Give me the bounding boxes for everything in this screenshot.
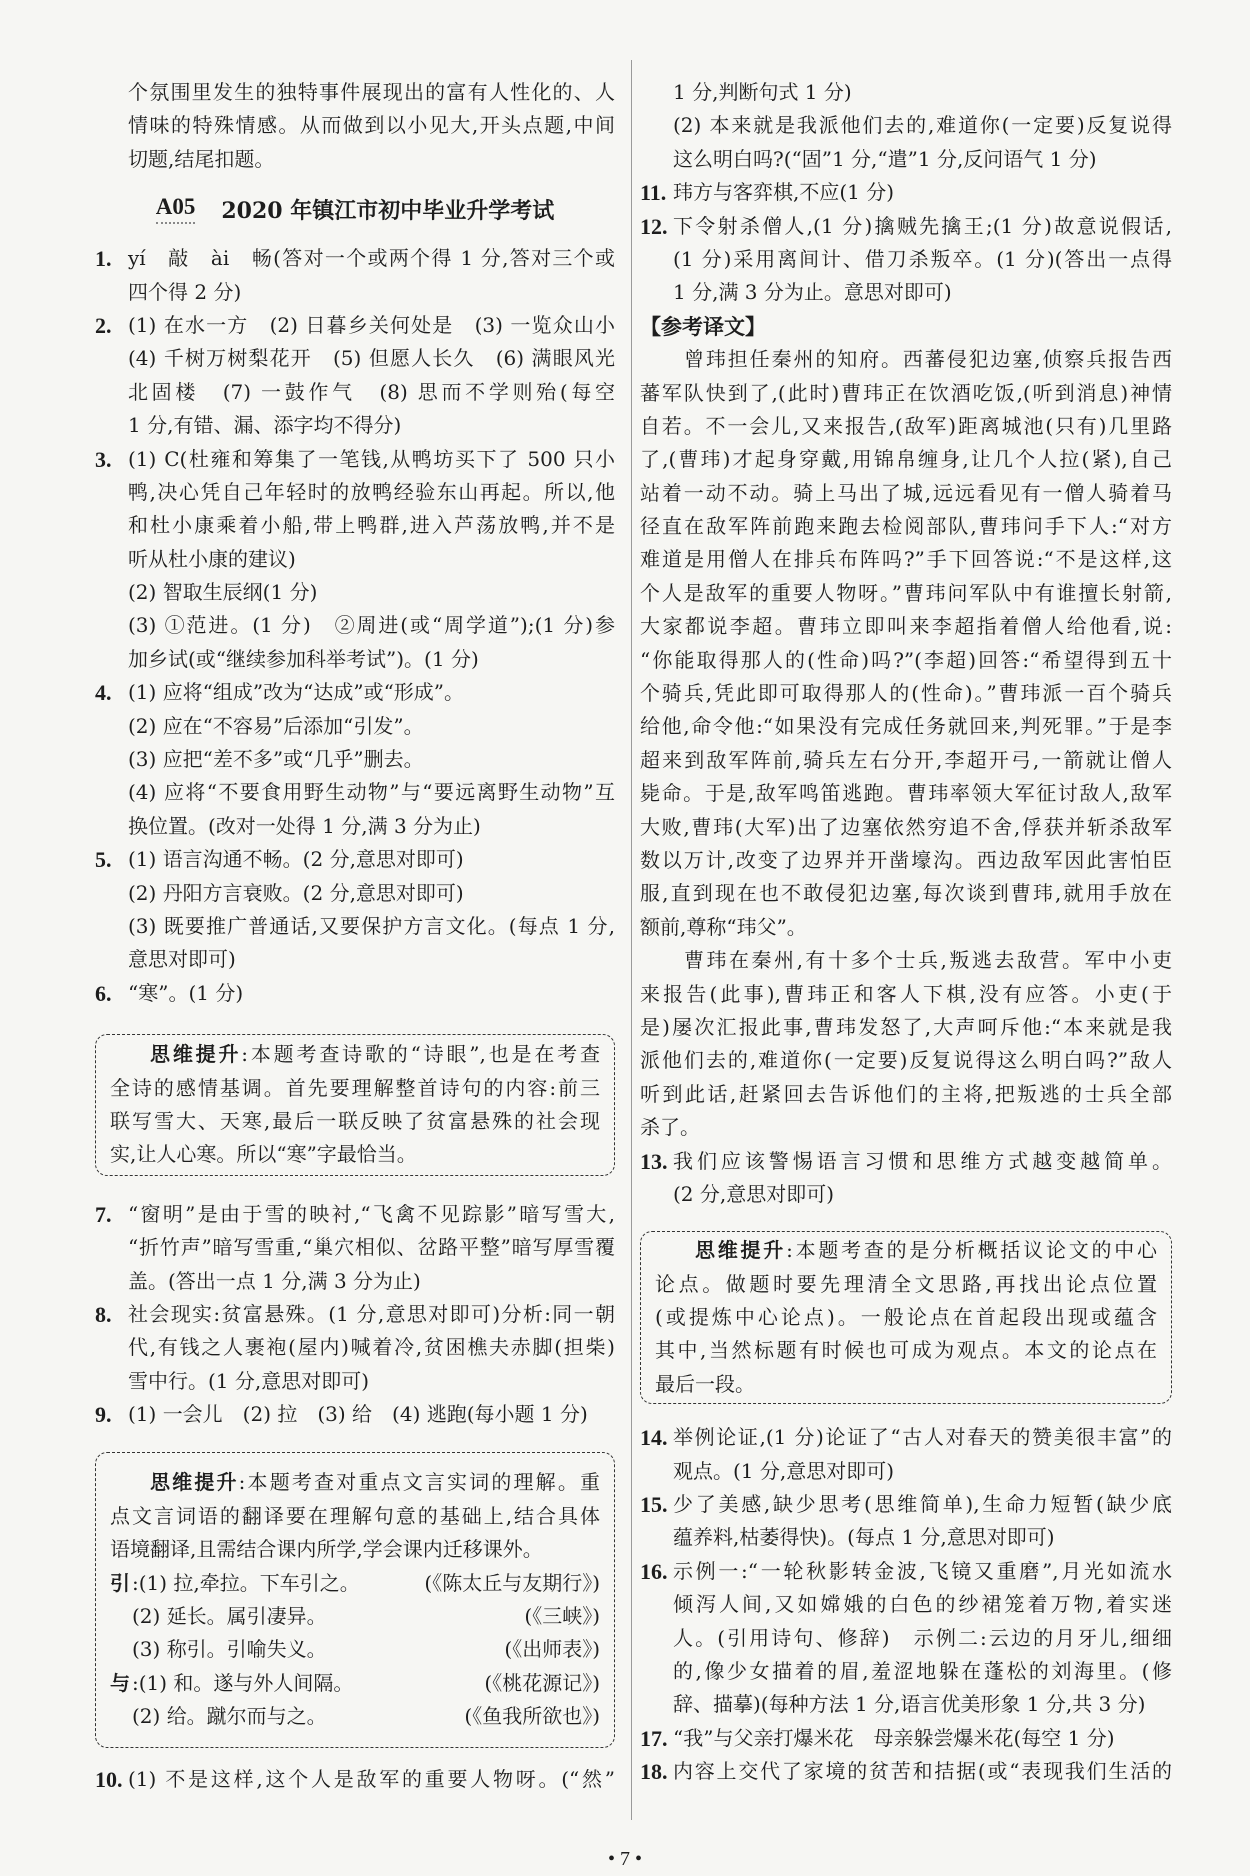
answer-item [640,1421,1172,1488]
item-number: 9. [95,1402,112,1428]
text-line: (1) 应将“组成”改为“达成”或“形成”。 [128,680,465,705]
text-line: 举例论证,(1 分)论证了“古人对春天的赞美很丰富”的 [673,1425,1172,1450]
item-number: 5. [95,847,112,873]
text-line: (1) C(杜雍和筹集了一笔钱,从鸭坊买下了 500 只小 [128,446,615,471]
text-line: 人。(引用诗句、修辞) 示例二:云边的月牙儿,细细 [673,1625,1172,1650]
gloss-left [110,1633,327,1666]
translation-paragraph [640,944,1172,1144]
text-line: 观点。(1 分,意思对即可) [673,1458,895,1483]
text-line: 盖。(答出一点 1 分,满 3 分为止) [128,1268,421,1293]
gloss-entry [110,1667,600,1700]
box-text: 语境翻译,且需结合课内所学,学会课内迁移课外。 [110,1537,543,1562]
text-line: 曾玮担任秦州的知府。西蕃侵犯边塞,侦察兵报告西 [684,347,1172,372]
item-number: 11. [640,180,667,206]
item-number: 8. [95,1301,112,1327]
translation-paragraph [640,343,1172,944]
box-text: (或提炼中心论点)。一般论点在首起段出现或蕴含 [655,1305,1157,1330]
box-text: 联写雪大、天寒,最后一联反映了贫富悬殊的社会现 [110,1108,600,1133]
box-lead: 思维提升 [150,1470,239,1495]
page-number: • 7 • [607,1848,642,1870]
answer-item [95,977,615,1010]
box-lead: 思维提升 [695,1238,787,1263]
gloss-source: (《三峡》) [524,1604,600,1629]
box-line [110,1138,600,1171]
text-line: 辞、描摹)(每种方法 1 分,语言优美形象 1 分,共 3 分) [673,1692,1146,1717]
answer-item [640,1145,1172,1212]
text-line: 了,(曹玮)才起身穿戴,用锦帛缠身,让几个人拉(紧),自己 [640,447,1172,472]
text-line: “你能取得那人的(性命)吗?”(李超)回答:“希望得到五十 [640,647,1172,672]
text-line: 示例一:“一轮秋影转金波,飞镜又重磨”,月光如流水 [673,1558,1172,1583]
gloss-entry [110,1633,600,1666]
text-line: 切题,结尾扣题。 [128,146,275,171]
section-title: 2020 年镇江市初中毕业升学考试 [221,197,555,224]
box-text: :本题考查诗歌的“诗眼”,也是在考查 [241,1042,601,1067]
column-divider [631,60,632,1820]
text-line: “寒”。(1 分) [128,980,244,1005]
item-number: 18. [640,1759,668,1785]
box-text: 全诗的感情基调。首先要理解整首诗句的内容:前三 [110,1075,600,1100]
box-line [110,1466,600,1499]
gloss-source: (《鱼我所欲也》) [464,1704,600,1729]
text-line: 大败,曹玮(大军)出了边塞依然穷追不舍,俘获并斩杀敌军 [640,814,1172,839]
answer-item [95,1298,615,1398]
answer-item [640,176,1172,209]
text-line: 的,像少女描着的眉,羞涩地躲在蓬松的刘海里。(修 [673,1658,1172,1683]
item-number: 14. [640,1425,668,1451]
text-line: 曹玮在秦州,有十多个士兵,叛逃去敌营。军中小吏 [684,948,1172,973]
text-line: 换位置。(改对一处得 1 分,满 3 分为止) [128,813,481,838]
box-text: :本题考查对重点文言实词的理解。重 [238,1470,600,1495]
section-heading [95,176,615,242]
item-number: 3. [95,446,112,472]
text-line: 四个得 2 分) [128,279,242,304]
text-line: (3) 应把“差不多”或“几乎”删去。 [128,747,424,772]
item-number: 6. [95,980,112,1006]
text-line: 服,直到现在也不敢侵犯边塞,每次谈到曹玮,就用手放在 [640,881,1172,906]
box-line [655,1334,1157,1367]
text-line: 听从杜小康的建议) [128,546,296,571]
text-line: 蕃军队快到了,(此时)曹玮正在饮酒吃饭,(听到消息)神情 [640,380,1172,405]
text-line: 站着一动不动。骑上马出了城,远远看见有一僧人骑着马 [640,480,1172,505]
thinking-box [95,1034,615,1176]
text-line: 情味的特殊情感。从而做到以小见大,开头点题,中间 [128,113,615,138]
text-line: 1 分,判断句式 1 分) [673,80,852,104]
text-line: 径直在敌军阵前跑来跑去检阅部队,曹玮问手下人:“对方 [640,514,1172,539]
box-line [110,1038,600,1071]
text-line: 1 分,有错、漏、添字均不得分) [128,413,402,438]
text-line: (2) 本来就是我派他们去的,难道你(一定要)反复说得 [673,113,1172,138]
text-line: (2) 丹阳方言衰败。(2 分,意思对即可) [128,880,464,905]
text-line: 听到此话,赶紧回去告诉他们的主将,把叛逃的士兵全部 [640,1081,1172,1106]
answer-item [95,242,615,309]
item-number: 16. [640,1558,668,1584]
answer-item [640,210,1172,310]
gloss-left [110,1700,327,1733]
text-line: 个氛围里发生的独特事件展现出的富有人性化的、人 [128,80,615,104]
box-line [655,1268,1157,1301]
gloss-text: (3) 称引。引喻失义。 [132,1637,327,1662]
gloss-source: (《桃花源记》) [484,1670,600,1695]
gloss-key: 与 [110,1670,130,1695]
box-line [110,1072,600,1105]
intro-paragraph [95,76,615,176]
item-number: 10. [95,1766,123,1792]
text-line: (1) 在水一方 (2) 日暮乡关何处是 (3) 一览众山小 [128,312,615,337]
text-line: 大家都说李超。曹玮立即叫来李超指着僧人给他看,说: [640,614,1172,639]
box-line [110,1105,600,1138]
gloss-entry [110,1567,600,1600]
text-line: “窗明”是由于雪的映衬,“飞禽不见踪影”暗写雪大, [128,1201,615,1226]
text-line: 额前,尊称“玮父”。 [640,914,807,939]
text-line: 玮方与客弈棋,不应(1 分) [673,180,895,205]
text-line: 这么明白吗?(“固”1 分,“遣”1 分,反问语气 1 分) [673,146,1097,171]
text-line: 难道是用僧人在排兵布阵吗?”手下回答说:“不是这样,这 [640,547,1172,572]
text-line: 我们应该警惕语言习惯和思维方式越变越简单。 [673,1148,1172,1173]
box-text: 论点。做题时要先理清全文思路,再找出论点位置 [655,1271,1157,1296]
text-line: 社会现实:贫富悬殊。(1 分,意思对即可)分析:同一朝 [128,1301,615,1326]
answer-item [95,1198,615,1298]
answer-item [95,309,615,443]
answer-item [95,676,615,843]
box-text: 最后一段。 [655,1371,755,1396]
text-line: 下令射杀僧人,(1 分)擒贼先擒王;(1 分)故意说假话, [673,213,1172,238]
gloss-text: (2) 给。蹴尔而与之。 [132,1704,327,1729]
box-text: 实,让人心寒。所以“寒”字最恰当。 [110,1142,417,1167]
item-number: 13. [640,1148,668,1174]
text-line: 自若。不一会儿,又来报告,(敌军)距离城池(只有)几里路 [640,413,1172,438]
answer-item [95,1763,615,1796]
answer-item [640,1722,1172,1755]
text-line: 超来到敌军阵前,骑兵左右分开,李超开弓,一箭就让僧人 [640,747,1172,772]
gloss-text: :(1) 拉,牵拉。下车引之。 [132,1570,360,1595]
gloss-text: :(1) 和。遂与外人间隔。 [132,1670,354,1695]
text-line: (2) 应在“不容易”后添加“引发”。 [128,713,424,738]
text-line: “我”与父亲打爆米花 母亲躲尝爆米花(每空 1 分) [673,1725,1115,1750]
item-number: 1. [95,246,112,272]
item-number: 7. [95,1201,112,1227]
box-text: 点文言词语的翻译要在理解句意的基础上,结合具体 [110,1503,600,1528]
text-line: (2) 智取生辰纲(1 分) [128,580,318,605]
text-line: 少了美感,缺少思考(思维简单),生命力短暂(缺少底 [673,1492,1172,1517]
box-text: :本题考查的是分析概括议论文的中心 [786,1238,1158,1263]
item-number: 2. [95,312,112,338]
text-line: (2 分,意思对即可) [673,1181,835,1206]
text-line: 1 分,满 3 分为止。意思对即可) [673,280,952,305]
box-line [110,1533,600,1566]
box-line [655,1368,1157,1401]
text-line: (3) ①范进。(1 分) ②周进(或“周学道”);(1 分)参 [128,613,615,638]
box-line [110,1500,600,1533]
section-code: A05 [156,194,196,224]
text-line: 杀了。 [640,1115,700,1140]
gloss-left [110,1667,353,1700]
text-line: 加乡试(或“继续参加科举考试”)。(1 分) [128,646,479,671]
box-lead: 思维提升 [150,1042,242,1067]
answer-item [95,843,615,977]
text-line: 代,有钱之人裹袍(屋内)喊着冷,贫困樵夫赤脚(担柴) [128,1335,615,1360]
text-line: (1) 不是这样,这个人是敌军的重要人物呀。(“然” [128,1766,615,1791]
text-line: 来报告(此事),曹玮正和客人下棋,没有应答。小吏(于 [640,981,1172,1006]
answer-item [640,1488,1172,1555]
text-line: (1) 语言沟通不畅。(2 分,意思对即可) [128,847,464,872]
thinking-box [640,1231,1172,1404]
text-line: 数以万计,改变了边界并开凿壕沟。西边敌军因此害怕臣 [640,847,1172,872]
left-column [95,76,615,1796]
text-line: 蕴养料,枯萎得快)。(每点 1 分,意思对即可) [673,1525,1055,1550]
text-line: 内容上交代了家境的贫苦和拮据(或“表现我们生活的 [673,1759,1172,1784]
translation-title: 【参考译文】 [640,313,766,339]
box-text: 其中,当然标题有时候也可成为观点。本文的论点在 [655,1338,1157,1363]
text-line: (1 分)采用离间计、借刀杀叛卒。(1 分)(答出一点得 [673,246,1172,271]
text-line: 个骑兵,凭此即可取得那人的(性命)。”曹玮派一百个骑兵 [640,681,1172,706]
text-line: 北固楼 (7) 一鼓作气 (8) 思而不学则殆(每空 [128,379,615,404]
answer-item [640,1755,1172,1788]
box-line [655,1234,1157,1267]
text-line: yí 敲 ài 畅(答对一个或两个得 1 分,答对三个或 [128,246,615,271]
text-line: “折竹声”暗写雪重,“巢穴相似、岔路平整”暗写厚雪覆 [128,1235,615,1260]
text-line: 毙命。于是,敌军鸣笛逃跑。曹玮率领大军征讨敌人,敌军 [640,781,1172,806]
text-line: 和杜小康乘着小船,带上鸭群,进入芦荡放鸭,并不是 [128,513,615,538]
text-line: (1) 一会儿 (2) 拉 (3) 给 (4) 逃跑(每小题 1 分) [128,1402,588,1427]
text-line: 鸭,决心凭自己年轻时的放鸭经验东山再起。所以,他 [128,479,615,504]
gloss-text: (2) 延长。属引凄异。 [132,1604,327,1629]
gloss-source: (《出师表》) [504,1637,600,1662]
text-line: 派他们去的,难道你(一定要)反复说得这么明白吗?”敌人 [640,1048,1172,1073]
gloss-left [110,1600,327,1633]
item-number: 12. [640,213,668,239]
gloss-entry [110,1600,600,1633]
gloss-source: (《陈太丘与友期行》) [424,1570,600,1595]
text-line: (3) 既要推广普通话,又要保护方言文化。(每点 1 分, [128,913,615,938]
answer-item [95,1398,615,1431]
gloss-key: 引 [110,1570,130,1595]
text-line: 给他,命令他:“如果没有完成任务就回来,判死罪。”于是李 [640,714,1172,739]
answer-item [640,1555,1172,1722]
item-number: 17. [640,1725,668,1751]
answer-item [95,443,615,677]
text-line: 倾泻人间,又如嫦娥的白色的纱裙笼着万物,着实迷 [673,1592,1172,1617]
text-line: 个人是敌军的重要人物呀。”曹玮问军队中有谁擅长射箭, [640,580,1172,605]
item-number: 4. [95,680,112,706]
text-line: 雪中行。(1 分,意思对即可) [128,1368,370,1393]
right-column [640,76,1172,1789]
text-line: 是)屡次汇报此事,曹玮发怒了,大声呵斥他:“本来就是我 [640,1014,1172,1039]
text-line: (4) 千树万树梨花开 (5) 但愿人长久 (6) 满眼风光 [128,346,615,371]
box-line [655,1301,1157,1334]
gloss-entry [110,1700,600,1733]
answer-item [640,76,1172,176]
item-number: 15. [640,1492,668,1518]
text-line: (4) 应将“不要食用野生动物”与“要远离野生动物”互 [128,780,615,805]
text-line: 意思对即可) [128,947,236,972]
thinking-box [95,1452,615,1747]
gloss-left [110,1567,360,1600]
